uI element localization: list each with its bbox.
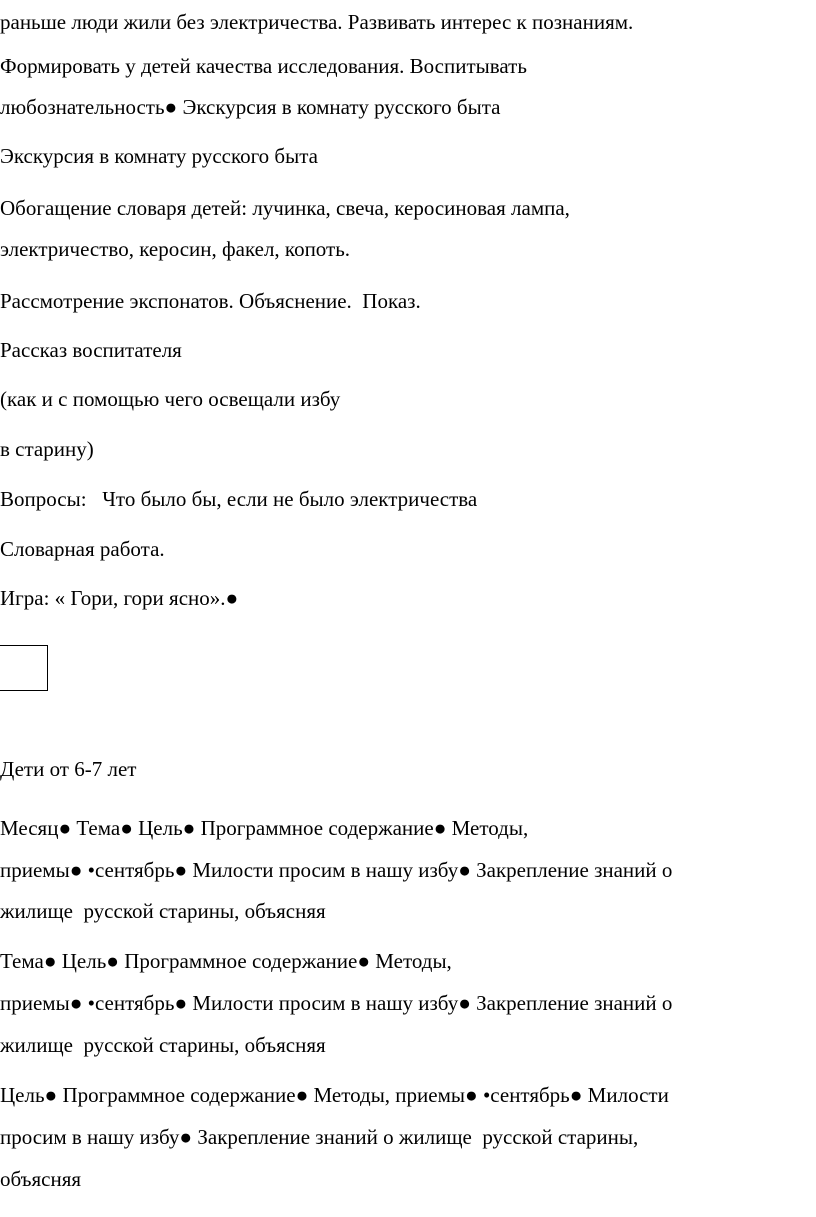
text-line: Рассказ воспитателя <box>0 338 182 362</box>
text-line: Обогащение словаря детей: лучинка, свеча, керосиновая лампа, <box>0 196 570 220</box>
text-line: Рассмотрение экспонатов. Объяснение. Показ. <box>0 289 421 313</box>
text-line: Дети от 6-7 лет <box>0 757 137 781</box>
text-line: в старину) <box>0 437 94 461</box>
text-line: Экскурсия в комнату русского быта <box>0 144 318 168</box>
text-line: Тема● Цель● Программное содержание● Методы, <box>0 949 452 973</box>
text-line: приемы● •сентябрь● Милости просим в нашу избу● Закрепление знаний о <box>0 858 673 882</box>
text-line: электричество, керосин, факел, копоть. <box>0 237 351 261</box>
text-line: Вопросы: Что было бы, если не было электричества <box>0 487 478 511</box>
text-line: Месяц● Тема● Цель● Программное содержание● Методы, <box>0 816 529 840</box>
text-line: приемы● •сентябрь● Милости просим в нашу избу● Закрепление знаний о <box>0 991 673 1015</box>
text-line: жилище русской старины, объясняя <box>0 1033 326 1057</box>
text-line: (как и с помощью чего освещали избу <box>0 387 341 411</box>
text-line: Цель● Программное содержание● Методы, приемы● •сентябрь● Милости <box>0 1083 669 1107</box>
text-line: жилище русской старины, объясняя <box>0 899 326 923</box>
text-line: Словарная работа. <box>0 537 165 561</box>
empty-square-frame <box>0 645 48 691</box>
text-line: объясняя <box>0 1167 82 1191</box>
text-line: Формировать у детей качества исследования. Воспитывать <box>0 54 527 78</box>
text-line: раньше люди жили без электричества. Развивать интерес к познаниям. <box>0 10 634 34</box>
text-line: любознательность● Экскурсия в комнату русского быта <box>0 95 501 119</box>
text-line: Игра: « Гори, гори ясно».● <box>0 586 239 610</box>
text-line: просим в нашу избу● Закрепление знаний о жилище русской старины, <box>0 1125 639 1149</box>
